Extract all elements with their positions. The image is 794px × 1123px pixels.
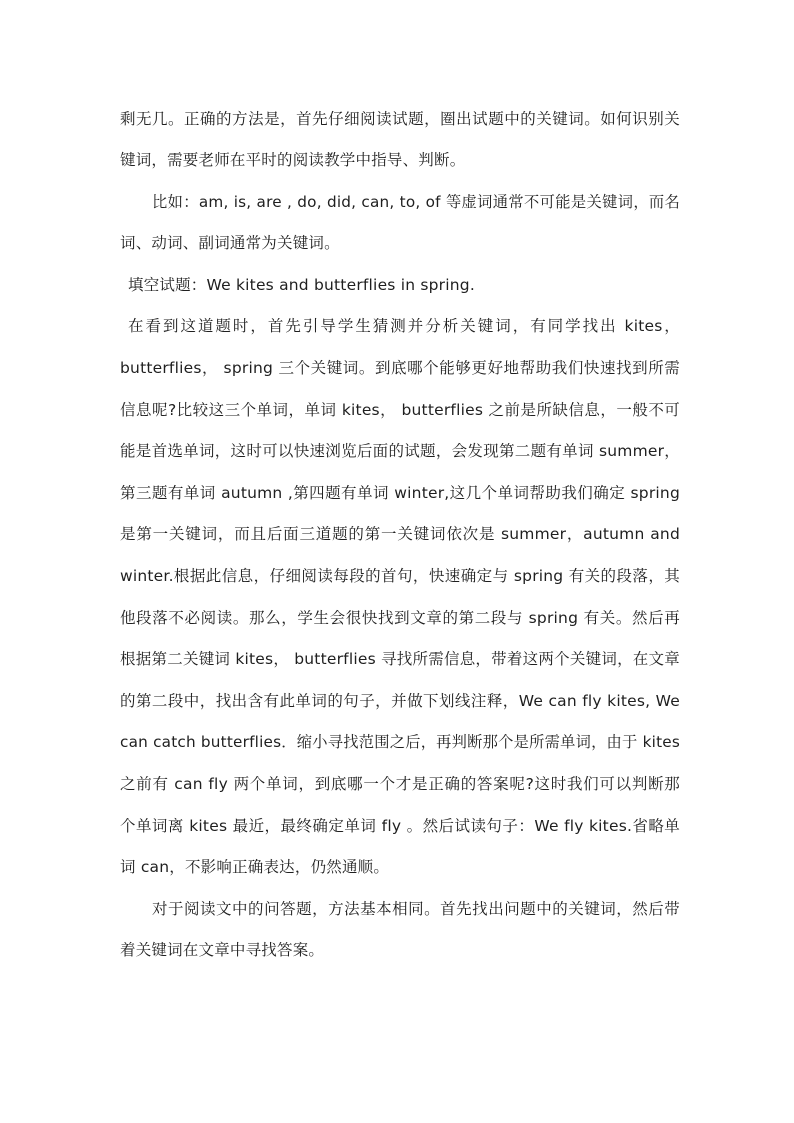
text-line-7: butterflies， spring 三个关键词。到底哪个能够更好地帮助我们快速找到所需: [120, 359, 680, 377]
text-line-15: 的第二段中，找出含有此单词的句子，并做下划线注释，We can fly kites, We: [120, 692, 680, 710]
text-line-17: 之前有 can fly 两个单词，到底哪一个才是正确的答案呢?这时我们可以判断那: [120, 775, 680, 793]
text-line-6: 在看到这道题时，首先引导学生猜测并分析关键词，有同学找出 kites，: [128, 317, 680, 335]
text-line-18: 个单词离 kites 最近，最终确定单词 fly 。然后试读句子：We fly kites.省略单: [120, 817, 680, 835]
text-line-9: 能是首选单词，这时可以快速浏览后面的试题，会发现第二题有单词 summer，: [120, 442, 680, 460]
text-line-20: 对于阅读文中的问答题，方法基本相同。首先找出问题中的关键词，然后带: [152, 900, 680, 918]
text-line-14: 根据第二关键词 kites， butterflies 寻找所需信息，带着这两个关键词，在文章: [120, 650, 680, 668]
text-line-2: 键词，需要老师在平时的阅读教学中指导、判断。: [120, 151, 466, 169]
text-line-4: 词、动词、副词通常为关键词。: [120, 234, 340, 252]
text-line-3: 比如：am, is, are , do, did, can, to, of 等虚词通常不可能是关键词，而名: [152, 193, 680, 211]
text-line-21: 着关键词在文章中寻找答案。: [120, 941, 325, 959]
text-line-13: 他段落不必阅读。那么，学生会很快找到文章的第二段与 spring 有关。然后再: [120, 609, 680, 627]
text-line-16: can catch butterflies．缩小寻找范围之后，再判断那个是所需单词，由于 kites: [120, 733, 680, 751]
text-line-12: winter.根据此信息，仔细阅读每段的首句，快速确定与 spring 有关的段落，其: [120, 567, 680, 585]
text-line-11: 是第一关键词，而且后面三道题的第一关键词依次是 summer，autumn and: [120, 525, 680, 543]
text-line-1: 剩无几。正确的方法是，首先仔细阅读试题，圈出试题中的关键词。如何识别关: [120, 110, 680, 128]
text-line-19: 词 can，不影响正确表达，仍然通顺。: [120, 858, 390, 876]
text-line-10: 第三题有单词 autumn ,第四题有单词 winter,这几个单词帮助我们确定 spring: [120, 484, 680, 502]
text-line-8: 信息呢?比较这三个单词，单词 kites， butterflies 之前是所缺信息，一般不可: [120, 401, 680, 419]
text-line-5: 填空试题：We kites and butterflies in spring.: [128, 276, 475, 294]
